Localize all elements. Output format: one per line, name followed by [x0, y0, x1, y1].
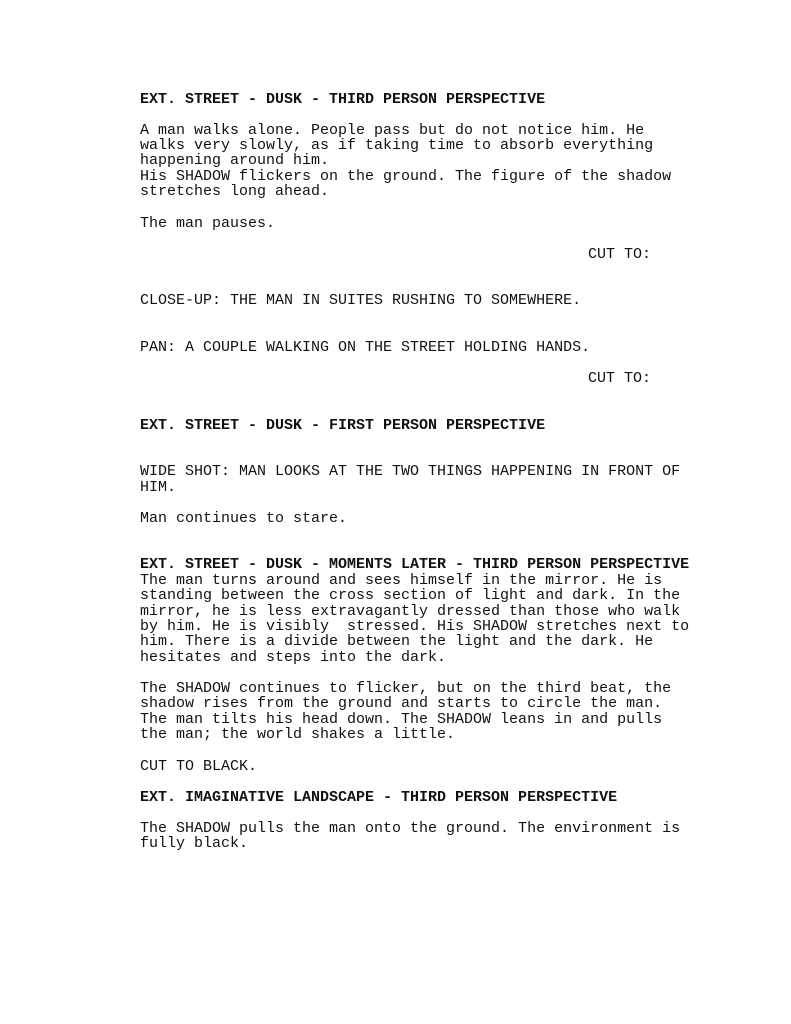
action-line: by him. He is visibly stressed. His SHADOW stretches next to [140, 618, 690, 635]
shot-wide: HIM. [140, 479, 177, 496]
action-line: standing between the cross section of light and dark. In the [140, 587, 681, 604]
action-line: The man tilts his head down. The SHADOW leans in and pulls [140, 711, 663, 728]
action-line: The SHADOW pulls the man onto the ground. The environment is [140, 820, 681, 837]
shot-wide: WIDE SHOT: MAN LOOKS AT THE TWO THINGS HAPPENING IN FRONT OF [140, 463, 681, 480]
action-line: fully black. [140, 835, 249, 852]
action-line: stretches long ahead. [140, 183, 330, 200]
action-line: A man walks alone. People pass but do not notice him. He [140, 122, 645, 139]
action-line: hesitates and steps into the dark. [140, 649, 447, 666]
action-line: His SHADOW flickers on the ground. The figure of the shadow [140, 168, 672, 185]
action-line: happening around him. [140, 152, 330, 169]
transition-cut-to-black: CUT TO BLACK. [140, 758, 258, 775]
action-line: walks very slowly, as if taking time to absorb everything [140, 137, 654, 154]
action-line: shadow rises from the ground and starts to circle the man. [140, 695, 663, 712]
scene-heading-2: EXT. STREET - DUSK - FIRST PERSON PERSPECTIVE [140, 417, 546, 434]
action-line: The SHADOW continues to flicker, but on the third beat, the [140, 680, 672, 697]
action-line: The man turns around and sees himself in the mirror. He is [140, 572, 663, 589]
transition-cut-to: CUT TO: [588, 246, 652, 263]
action-line: mirror, he is less extravagantly dressed than those who walk [140, 603, 681, 620]
scene-heading-3: EXT. STREET - DUSK - MOMENTS LATER - THIRD PERSON PERSPECTIVE [140, 556, 690, 573]
action-line: the man; the world shakes a little. [140, 726, 456, 743]
shot-pan: PAN: A COUPLE WALKING ON THE STREET HOLDING HANDS. [140, 339, 591, 356]
action-line: The man pauses. [140, 215, 276, 232]
scene-heading-1: EXT. STREET - DUSK - THIRD PERSON PERSPECTIVE [140, 91, 546, 108]
shot-closeup: CLOSE-UP: THE MAN IN SUITES RUSHING TO SOMEWHERE. [140, 292, 582, 309]
transition-cut-to: CUT TO: [588, 370, 652, 387]
action-line: him. There is a divide between the light and the dark. He [140, 633, 654, 650]
scene-heading-4: EXT. IMAGINATIVE LANDSCAPE - THIRD PERSON PERSPECTIVE [140, 789, 618, 806]
action-line: Man continues to stare. [140, 510, 348, 527]
